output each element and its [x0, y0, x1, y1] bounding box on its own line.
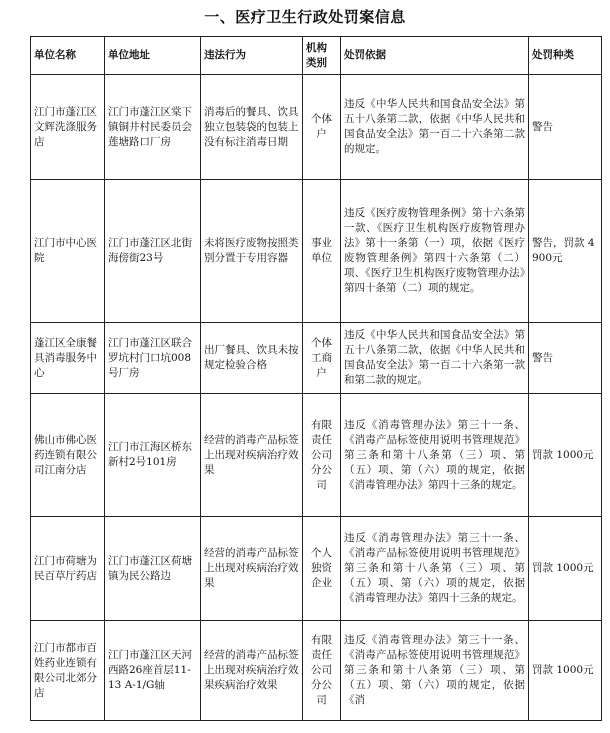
cell-unit-address: 江门市蓬江区荷塘镇为民公路边: [105, 517, 201, 621]
cell-violation: 出厂餐具、饮具未按规定检验合格: [201, 323, 303, 394]
cell-unit-address: 江门市蓬江区棠下镇铜井村民委员会莲塘路口厂房: [105, 75, 201, 180]
header-basis: 处罚依据: [341, 37, 529, 75]
cell-unit-address: 江门市蓬江区北街海傍街23号: [105, 180, 201, 323]
header-org-type: 机构类别: [303, 37, 341, 75]
cell-basis: 违反《中华人民共和国食品安全法》第五十八条第二款，依据《中华人民共和国食品安全法》第一百二十六条第二款的规定。: [341, 75, 529, 180]
cell-org-type: 个人独资企业: [303, 517, 341, 621]
cell-unit-address: 江门市蓬江区天河西路26座首层11-13 A-1/G轴: [105, 621, 201, 721]
cell-punishment: 警告: [529, 75, 602, 180]
header-unit-name: 单位名称: [31, 37, 105, 75]
header-violation: 违法行为: [201, 37, 303, 75]
cell-unit-address: 江门市江海区桥东新村2号101房: [105, 394, 201, 517]
table-row: [31, 75, 602, 180]
cell-violation: 经营的消毒产品标签上出现对疾病治疗效果疾病治疗效果: [201, 621, 303, 721]
cell-unit-name: 蓬江区全康餐具消毒服务中心: [31, 323, 105, 394]
header-punishment: 处罚种类: [529, 37, 602, 75]
cell-violation: 消毒后的餐具、饮具独立包装袋的包装上没有标注消毒日期: [201, 75, 303, 180]
table-row: [31, 180, 602, 323]
cell-unit-name: 江门市都市百姓药业连锁有限公司北郊分店: [31, 621, 105, 721]
cell-punishment: 罚款 1000元: [529, 517, 602, 621]
cell-violation: 经营的消毒产品标签上出现对疾病治疗效果: [201, 394, 303, 517]
cell-unit-name: 佛山市佛心医药连锁有限公司江南分店: [31, 394, 105, 517]
cell-unit-name: 江门市中心医院: [31, 180, 105, 323]
cell-org-type: 有限责任公司分公司: [303, 394, 341, 517]
cell-violation: 未将医疗废物按照类别分置于专用容器: [201, 180, 303, 323]
cell-unit-name: 江门市荷塘为民百草厅药店: [31, 517, 105, 621]
cell-unit-name: 江门市蓬江区文辉洗涤服务店: [31, 75, 105, 180]
cell-org-type: 有限责任公司分公司: [303, 621, 341, 721]
table-row: [31, 394, 602, 517]
penalty-table: [30, 36, 602, 721]
table-row: [31, 323, 602, 394]
cell-punishment: 警告，罚款 4900元: [529, 180, 602, 323]
table-row: [31, 517, 602, 621]
cell-basis: 违反《消毒管理办法》第三十一条、《消毒产品标签使用说明书管理规范》第三条和第十八条第（三）项、第（五）项、第（六）项的规定，依据《消: [341, 621, 529, 721]
cell-basis: 违反《消毒管理办法》第三十一条、《消毒产品标签使用说明书管理规范》第三条和第十八条第（三）项、第（五）项、第（六）项的规定，依据《消毒管理办法》第四十三条的规定。: [341, 517, 529, 621]
cell-unit-address: 江门市蓬江区联合罗坑村门口坑008号厂房: [105, 323, 201, 394]
page-title: 一、医疗卫生行政处罚案信息: [204, 8, 406, 26]
cell-punishment: 警告: [529, 323, 602, 394]
table-row: [31, 621, 602, 721]
cell-org-type: 个体户: [303, 75, 341, 180]
cell-basis: 违反《医疗废物管理条例》第十六条第一款、《医疗卫生机构医疗废物管理办法》第十一条第（一）项，依据《医疗废物管理条例》第四十六条第（二）项、《医疗卫生机构医疗废物管理办法》第四十条第（二）项的规定。: [341, 180, 529, 323]
cell-org-type: 事业单位: [303, 180, 341, 323]
header-unit-address: 单位地址: [105, 37, 201, 75]
table-header-row: [31, 37, 602, 75]
cell-org-type: 个体工商户: [303, 323, 341, 394]
cell-basis: 违反《消毒管理办法》第三十一条、《消毒产品标签使用说明书管理规范》第三条和第十八条第（三）项、第（五）项、第（六）项的规定，依据《消毒管理办法》第四十三条的规定。: [341, 394, 529, 517]
cell-punishment: 罚款 1000元: [529, 621, 602, 721]
cell-violation: 经营的消毒产品标签上出现对疾病治疗效果: [201, 517, 303, 621]
cell-basis: 违反《中华人民共和国食品安全法》第五十八条第二款，依据《中华人民共和国食品安全法》第一百二十六条第一款和第二款的规定。: [341, 323, 529, 394]
cell-punishment: 罚款 1000元: [529, 394, 602, 517]
